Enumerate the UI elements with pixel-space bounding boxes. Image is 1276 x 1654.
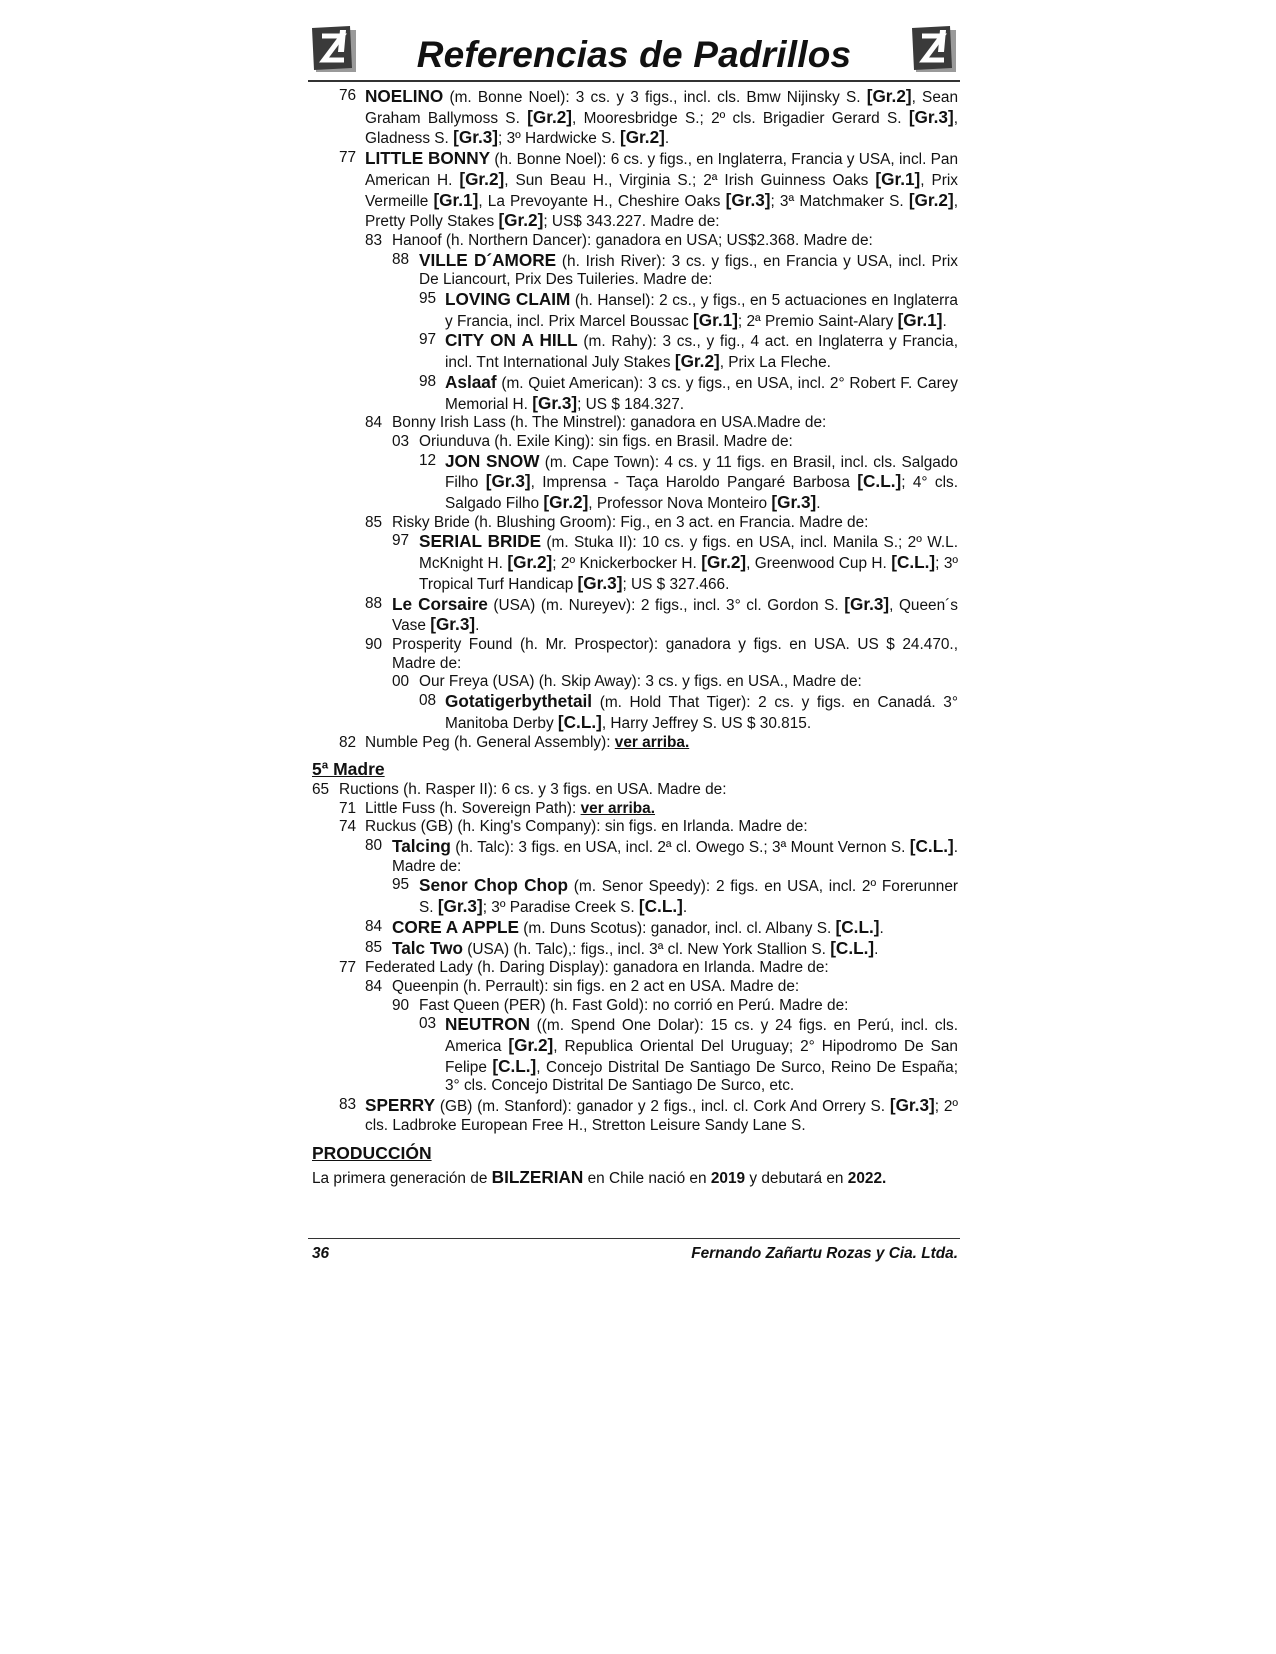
grade-badge: [C.L.] <box>909 836 954 857</box>
pedigree-entry <box>312 837 958 876</box>
text-run: . <box>682 899 688 917</box>
grade-badge: [C.L.] <box>492 1055 537 1076</box>
entry-year: 84 <box>365 977 383 995</box>
text-run: . <box>879 919 884 937</box>
text-run: , Concejo Distrital De Santiago De Surco, Reino De España; 3° cls. Concejo Distrital De Santiago De Surco, etc. <box>445 1058 958 1095</box>
entry-year: 85 <box>365 938 383 956</box>
pedigree-entry <box>312 818 958 837</box>
text-run: . <box>664 130 670 148</box>
text-run: ; US $ 184.327. <box>577 395 685 413</box>
cross-reference: ver arriba. <box>580 799 656 817</box>
text-run: Fast Queen (PER) (h. Fast Gold): no corrió en Perú. Madre de: <box>419 996 849 1014</box>
text-run: , Pretty Polly Stakes <box>365 192 958 231</box>
grade-badge: [Gr.3] <box>889 1095 935 1116</box>
horse-name: Talcing <box>392 836 451 857</box>
text-run: Risky Bride (h. Blushing Groom): Fig., en 3 act. en Francia. Madre de: <box>392 513 869 531</box>
text-run: . Madre de: <box>392 839 958 875</box>
text-run: ; 3º Tropical Turf Handicap <box>419 555 959 593</box>
text-run: . <box>475 617 480 635</box>
pedigree-entry <box>312 734 958 753</box>
entry-year: 95 <box>392 876 410 894</box>
grade-badge: [Gr.3] <box>771 492 817 513</box>
text-run: (m. Duns Scotus): ganador, incl. cl. Albany S. <box>519 919 836 937</box>
grade-badge: [Gr.2] <box>674 351 720 372</box>
pedigree-entry <box>312 414 958 433</box>
text-run: y debutará en <box>745 1170 848 1188</box>
grade-badge: [Gr.2] <box>543 492 589 513</box>
pedigree-entry <box>312 149 958 232</box>
pedigree-entry <box>312 595 958 636</box>
entry-year: 00 <box>392 673 410 691</box>
text-run: ; 2ª Premio Saint-Alary <box>737 312 898 330</box>
text-run: ; 3ª Matchmaker S. <box>770 192 909 210</box>
text-run: . <box>942 312 947 330</box>
grade-badge: [Gr.3] <box>908 106 954 127</box>
entry-year: 95 <box>419 290 437 308</box>
text-run: , Gladness S. <box>365 109 958 148</box>
text-run: ; US $ 327.466. <box>622 575 730 593</box>
entry-year: 03 <box>392 432 410 450</box>
grade-badge: [C.L.] <box>557 711 602 732</box>
text-run: Bonny Irish Lass (h. The Minstrel): ganadora en USA.Madre de: <box>392 414 827 432</box>
text-run: , Queen´s Vase <box>392 596 958 635</box>
page-title: Referencias de Padrillos <box>416 34 852 75</box>
text-run: ; 3º Paradise Creek S. <box>482 899 639 917</box>
text-run: Federated Lady (h. Daring Display): ganadora en Irlanda. Madre de: <box>365 959 829 977</box>
grade-badge: [Gr.2] <box>527 106 573 127</box>
grade-badge: [C.L.] <box>830 937 875 958</box>
entry-year: 85 <box>365 513 383 531</box>
text-run: Numble Peg (h. General Assembly): <box>365 733 615 751</box>
pedigree-entry <box>312 918 958 939</box>
text-run: (GB) (m. Stanford): ganador y 2 figs., incl. cl. Cork And Orrery S. <box>435 1098 890 1116</box>
grade-badge: [Gr.2] <box>508 1035 554 1056</box>
pedigree-entry <box>312 978 958 997</box>
entry-year: 65 <box>312 780 330 798</box>
horse-name: SERIAL BRIDE <box>419 531 542 552</box>
text-run: (h. Irish River): 3 cs. y figs., en Francia y USA, incl. Prix De Liancourt, Prix Des Tuileries. Madre de: <box>419 252 959 289</box>
grade-badge: [Gr.2] <box>498 210 544 231</box>
cross-reference: ver arriba. <box>614 733 690 751</box>
horse-name: JON SNOW <box>445 450 540 471</box>
entry-year: 08 <box>419 692 437 710</box>
horse-name: NOELINO <box>365 86 444 106</box>
text-run: Prosperity Found (h. Mr. Prospector): ganadora y figs. en USA. US $ 24.470., Madre de: <box>392 635 958 672</box>
text-run: ((m. Spend One Dolar): 15 cs. y 24 figs. en Perú, incl. cls. America <box>445 1017 958 1056</box>
text-run: Ructions (h. Rasper II): 6 cs. y 3 figs. en USA. Madre de: <box>339 780 727 798</box>
horse-name: LOVING CLAIM <box>445 289 571 310</box>
pedigree-entry <box>312 636 958 673</box>
entry-year: 77 <box>339 149 357 167</box>
entry-year: 90 <box>365 635 383 653</box>
grade-badge: [Gr.1] <box>875 168 921 189</box>
pedigree-entry <box>312 452 958 514</box>
grade-badge: [C.L.] <box>891 552 936 573</box>
pedigree-entry <box>312 997 958 1016</box>
entry-year: 83 <box>339 1096 357 1114</box>
entry-year: 77 <box>339 959 357 977</box>
grade-badge: [Gr.3] <box>532 392 578 413</box>
text-run: ; 2º cls. Ladbroke European Free H., Stretton Leisure Sandy Lane S. <box>365 1098 959 1134</box>
grade-badge: [Gr.1] <box>897 309 943 330</box>
text-run: en Chile nació en <box>583 1170 711 1188</box>
pedigree-entry <box>312 1015 958 1096</box>
grade-badge: [C.L.] <box>638 896 683 917</box>
pedigree-entry <box>312 673 958 692</box>
text-run: (m. Bonne Noel): 3 cs. y 3 figs., incl. cls. Bmw Nijinsky S. <box>443 89 867 106</box>
entry-year: 03 <box>419 1015 437 1033</box>
text-run: , Mooresbridge S.; 2º cls. Brigadier Gerard S. <box>572 109 909 127</box>
entry-year: 84 <box>365 917 383 935</box>
grade-badge: [Gr.3] <box>430 614 476 635</box>
grade-badge: [C.L.] <box>857 471 902 492</box>
entry-year: 90 <box>392 996 410 1014</box>
pedigree-entry <box>312 532 958 594</box>
horse-name: LITTLE BONNY <box>365 148 491 169</box>
grade-badge: [Gr.3] <box>577 572 623 593</box>
horse-name: CORE A APPLE <box>392 916 520 937</box>
text-run: 2019 <box>710 1170 746 1188</box>
text-run: ; 3º Hardwicke S. <box>498 130 620 148</box>
produccion-text <box>312 1168 958 1189</box>
entry-year: 83 <box>365 231 383 249</box>
header-rule <box>308 80 960 82</box>
pedigree-entry <box>312 1096 958 1135</box>
text-run: (m. Hold That Tiger): 2 cs. y figs. en Canadá. 3° Manitoba Derby <box>445 694 958 732</box>
grade-badge: [Gr.2] <box>507 552 553 573</box>
text-run: (h. Hansel): 2 cs., y figs., en 5 actuaciones en Inglaterra y Francia, incl. Prix Marcel Boussac <box>445 292 958 330</box>
produccion-heading: PRODUCCIÓN <box>312 1142 432 1163</box>
text-run: Queenpin (h. Perrault): sin figs. en 2 act en USA. Madre de: <box>392 977 800 995</box>
grade-badge: [Gr.3] <box>453 127 499 148</box>
footer-company: Fernando Zañartu Rozas y Cia. Ltda. <box>691 1245 958 1262</box>
text-run: Our Freya (USA) (h. Skip Away): 3 cs. y figs. en USA., Madre de: <box>419 673 862 691</box>
text-run: (m. Quiet American): 3 cs. y figs., en USA, incl. 2° Robert F. Carey Memorial H. <box>445 374 958 413</box>
pedigree-entry <box>312 876 958 917</box>
text-run: ; US$ 343.227. Madre de: <box>543 213 720 231</box>
pedigree-entry <box>312 290 958 331</box>
text-run: , Greenwood Cup H. <box>746 555 892 573</box>
grade-badge: [Gr.2] <box>908 189 954 210</box>
text-run: . <box>816 495 821 513</box>
entry-year: 84 <box>365 414 383 432</box>
entry-year: 98 <box>419 372 437 390</box>
horse-name: CITY ON A HILL <box>445 330 578 351</box>
text-run: ; 2º Knickerbocker H. <box>552 555 702 573</box>
grade-badge: [Gr.2] <box>866 86 912 106</box>
entry-year: 76 <box>339 87 357 104</box>
pedigree-entry <box>312 939 958 960</box>
section-heading: 5ª Madre <box>312 759 385 780</box>
horse-name: SPERRY <box>365 1095 436 1116</box>
text-run: , Prix La Fleche. <box>719 354 831 372</box>
text-run: (h. Bonne Noel): 6 cs. y figs., en Inglaterra, Francia y USA, incl. Pan American H. <box>365 151 959 189</box>
horse-name: Aslaaf <box>445 371 497 392</box>
text-run: , La Prevoyante H., Cheshire Oaks <box>478 192 726 210</box>
pedigree-entry <box>312 373 958 414</box>
entry-year: 88 <box>365 594 383 612</box>
page-header <box>308 22 960 84</box>
grade-badge: [Gr.1] <box>693 309 738 330</box>
entry-year: 97 <box>392 532 410 550</box>
text-run: Oriunduva (h. Exile King): sin figs. en Brasil. Madre de: <box>419 432 793 450</box>
pedigree-sections <box>312 87 958 1136</box>
text-run: , Prix Vermeille <box>365 171 959 210</box>
pedigree-entry <box>312 87 958 149</box>
entry-year: 82 <box>339 733 357 751</box>
text-run: . <box>874 940 879 958</box>
pedigree-entry <box>312 959 958 978</box>
grade-badge: [Gr.3] <box>844 593 890 614</box>
text-run: , Harry Jeffrey S. US $ 30.815. <box>601 714 812 732</box>
pedigree-entry <box>312 251 958 290</box>
grade-badge: [Gr.2] <box>701 552 747 573</box>
text-run: , Imprensa - Taça Haroldo Pangaré Barbosa <box>530 474 858 492</box>
pedigree-entry <box>312 433 958 452</box>
entry-year: 88 <box>392 250 410 268</box>
entry-year: 71 <box>339 799 357 817</box>
text-run: (USA) (m. Nureyev): 2 figs., incl. 3° cl. Gordon S. <box>487 596 845 614</box>
logo-icon <box>910 24 958 74</box>
text-run: (USA) (h. Talc),: figs., incl. 3ª cl. New York Stallion S. <box>462 940 831 958</box>
pedigree-entry <box>312 232 958 251</box>
horse-name: VILLE D´AMORE <box>419 249 557 270</box>
text-run: (m. Rahy): 3 cs., y fig., 4 act. en Inglaterra y Francia, incl. Tnt International July Stakes <box>445 333 958 372</box>
text-run: ; 4° cls. Salgado Filho <box>445 474 958 513</box>
grade-badge: [Gr.2] <box>619 127 665 148</box>
entry-year: 97 <box>419 331 437 349</box>
horse-name: Gotatigerbythetail <box>445 691 593 712</box>
text-run: Hanoof (h. Northern Dancer): ganadora en USA; US$2.368. Madre de: <box>392 231 873 249</box>
horse-name: BILZERIAN <box>491 1167 584 1188</box>
pedigree-entry <box>312 514 958 533</box>
pedigree-entry <box>312 331 958 372</box>
text-run: , Sun Beau H., Virginia S.; 2ª Irish Guinness Oaks <box>504 171 876 189</box>
horse-name: Talc Two <box>392 937 463 958</box>
grade-badge: [Gr.3] <box>485 471 531 492</box>
text-run: (h. Talc): 3 figs. en USA, incl. 2ª cl. Owego S.; 3ª Mount Vernon S. <box>450 839 910 857</box>
text-run: , Republica Oriental Del Uruguay; 2° Hipodromo De San Felipe <box>445 1038 958 1076</box>
pedigree-content <box>312 87 958 1189</box>
horse-name: Senor Chop Chop <box>419 875 569 896</box>
entry-year: 80 <box>365 837 383 855</box>
text-run: (m. Stuka II): 10 cs. y figs. en USA, incl. Manila S.; 2º W.L. McKnight H. <box>419 534 958 573</box>
text-run: , Professor Nova Monteiro <box>588 495 772 513</box>
grade-badge: [Gr.1] <box>433 189 479 210</box>
horse-name: NEUTRON <box>445 1014 530 1035</box>
footer-rule <box>308 1238 960 1239</box>
grade-badge: [Gr.2] <box>459 168 505 189</box>
entry-year: 74 <box>339 818 357 836</box>
text-run: 2022. <box>847 1170 887 1188</box>
text-run: Ruckus (GB) (h. King's Company): sin figs. en Irlanda. Madre de: <box>365 818 808 836</box>
text-run: (m. Senor Speedy): 2 figs. en USA, incl. 2º Forerunner S. <box>419 878 959 917</box>
page-number: 36 <box>312 1245 330 1262</box>
grade-badge: [Gr.3] <box>437 896 483 917</box>
text-run: Little Fuss (h. Sovereign Path): <box>365 799 581 817</box>
grade-badge: [Gr.3] <box>725 189 771 210</box>
text-run: , Sean Graham Ballymoss S. <box>365 89 959 127</box>
entry-year: 12 <box>419 451 437 469</box>
text-run: La primera generación de <box>312 1170 492 1188</box>
pedigree-entry <box>312 781 958 800</box>
pedigree-entry <box>312 800 958 819</box>
horse-name: Le Corsaire <box>392 593 488 614</box>
pedigree-entry <box>312 692 958 733</box>
text-run: (m. Cape Town): 4 cs. y 11 figs. en Brasil, incl. cls. Salgado Filho <box>445 453 958 492</box>
grade-badge: [C.L.] <box>835 916 880 937</box>
